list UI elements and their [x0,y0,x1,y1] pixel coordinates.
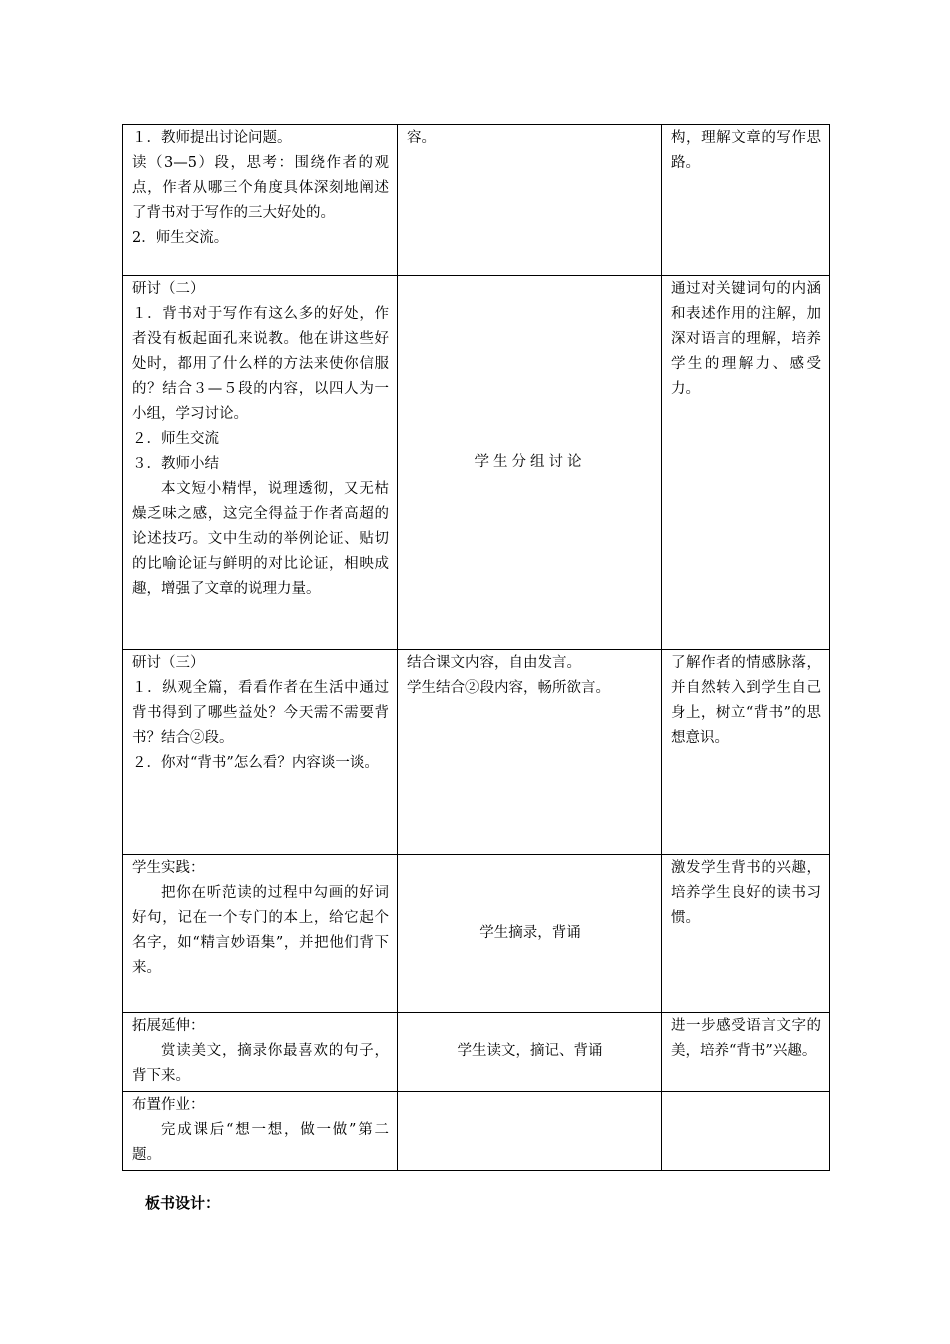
intent-line: 激发学生背书的兴趣，培养学生良好的读书习惯。 [671,860,821,926]
student-line: 结合课文内容，自由发言。 [407,655,581,671]
design-intent-cell [662,125,830,276]
design-intent-cell [662,1092,830,1171]
teacher-activity-cell [123,855,398,1013]
teacher-line: 研讨（三） [132,655,205,671]
teacher-activity-cell [123,1092,398,1171]
table-row [123,1092,830,1171]
intent-line: 了解作者的情感脉落，并自然转入到学生自己身上，树立“背书”的思想意识。 [671,655,821,746]
student-activity-cell [398,855,662,1013]
lesson-plan-table [122,124,830,1171]
intent-line: 通过对关键词句的内涵和表述作用的注解，加深对语言的理解，培养学生的理解力、感受力。 [671,281,821,397]
teacher-line: ２．你对“背书”怎么看？内容谈一谈。 [132,755,379,771]
table-row [123,650,830,855]
teacher-line: 完成课后“想一想，做一做”第二题。 [132,1122,389,1163]
student-line: 学生摘录，背诵 [479,924,581,941]
teacher-activity-cell [123,125,398,276]
teacher-line: 2．师生交流。 [132,230,229,246]
student-line: 学生分组讨论 [474,453,586,470]
teacher-summary: 本文短小精悍，说理透彻，又无枯燥乏味之感，这完全得益于作者高超的论述技巧。文中生动的举例论证、贴切的比喻论证与鲜明的对比论证，相映成趣，增强了文章的说理力量。 [132,481,389,597]
student-activity-cell [398,1013,662,1092]
student-activity-cell [398,650,662,855]
teacher-line: １．教师提出讨论问题。 [132,130,292,146]
teacher-line: １．背书对于写作有这么多的好处，作者没有板起面孔来说教。他在讲这些好处时，都用了什么样的方法来使你信服的？结合３—５段的内容，以四人为一小组，学习讨论。 [132,306,389,422]
teacher-activity-cell [123,1013,398,1092]
student-activity-cell [398,276,662,650]
table-row [123,125,830,276]
student-activity-cell [398,125,662,276]
student-line: 学生结合②段内容，畅所欲言。 [407,680,610,696]
teacher-line: ２．师生交流 [132,431,219,447]
teacher-line: 读（3—5）段，思考：围绕作者的观点，作者从哪三个角度具体深刻地阐述了背书对于写作的三大好处的。 [132,155,389,221]
table-row [123,276,830,650]
intent-line: 构，理解文章的写作思路。 [671,130,821,171]
teacher-line: 布置作业： [132,1097,205,1113]
teacher-line: １．纵观全篇，看看作者在生活中通过背书得到了哪些益处？今天需不需要背书？结合②段。 [132,680,389,746]
design-intent-cell [662,650,830,855]
teacher-line: ３．教师小结 [132,456,219,472]
design-intent-cell [662,855,830,1013]
teacher-line: 把你在听范读的过程中勾画的好词好句，记在一个专门的本上，给它起个名字，如“精言妙语集”，并把他们背下来。 [132,885,389,976]
table-row [123,855,830,1013]
student-activity-cell [398,1092,662,1171]
table-row [123,1013,830,1092]
design-intent-cell [662,276,830,650]
teacher-line: 学生实践： [132,860,205,876]
teacher-activity-cell [123,276,398,650]
teacher-activity-cell [123,650,398,855]
board-design-heading: 板书设计： [145,1194,221,1212]
student-line: 学生读文，摘记、背诵 [457,1043,603,1059]
design-intent-cell [662,1013,830,1092]
teacher-line: 赏读美文，摘录你最喜欢的句子，背下来。 [132,1043,389,1084]
teacher-line: 拓展延伸： [132,1018,205,1034]
student-line: 容。 [407,130,436,146]
teacher-line: 研讨（二） [132,281,205,297]
intent-line: 进一步感受语言文字的美，培养“背书”兴趣。 [671,1018,821,1059]
